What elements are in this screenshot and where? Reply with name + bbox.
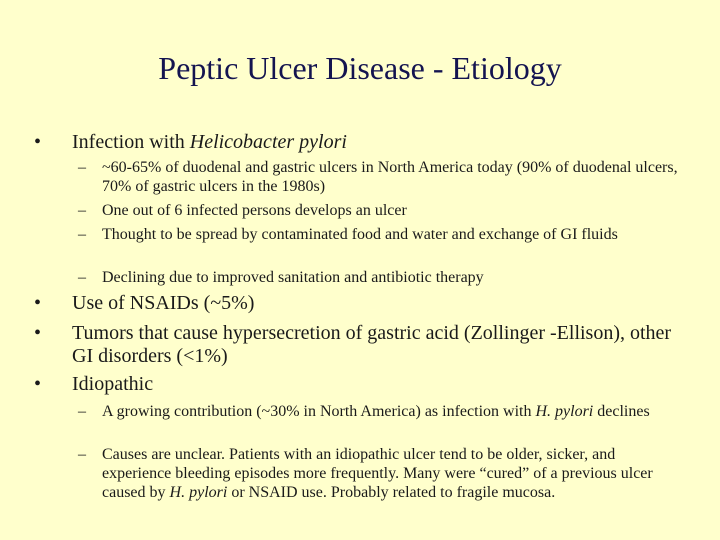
sub-bullet-text: One out of 6 infected persons develops an ulcer <box>102 202 407 219</box>
bullet-nsaids <box>34 292 694 315</box>
organism-name: Helicobacter pylori <box>189 131 347 153</box>
sub-bullet-text: Causes are unclear. Patients with an idiopathic ulcer tend to be older, sicker, and experience bleeding episodes more frequently. Many were “cured” of a previous ulcer caused by H. pylori or NSAID use. Probably related to fragile mucosa. <box>102 446 653 501</box>
dash-glyph: – <box>78 202 86 219</box>
sub-bullet-growing <box>78 402 678 421</box>
bullet-glyph: • <box>34 322 42 344</box>
sub-bullet-text: Declining due to improved sanitation and antibiotic therapy <box>102 269 484 286</box>
bullet-idiopathic <box>34 373 694 396</box>
bullet-glyph: • <box>34 292 42 314</box>
dash-glyph: – <box>78 446 86 463</box>
sub-bullet-declining <box>78 268 678 287</box>
bullet-glyph: • <box>34 373 42 395</box>
sub-bullet-unclear <box>78 445 678 502</box>
sub-bullet-prevalence <box>78 158 678 196</box>
sub-bullet-text: ~60-65% of duodenal and gastric ulcers in North America today (90% of duodenal ulcers, 70% of gastric ulcers in the 1980s) <box>102 159 678 195</box>
bullet-text: Idiopathic <box>72 373 154 395</box>
sub-bullet-spread <box>78 225 678 244</box>
sub-bullet-text: A growing contribution (~30% in North America) as infection with H. pylori declines <box>102 403 650 420</box>
bullet-text: Infection with Helicobacter pylori <box>72 131 347 153</box>
bullet-tumors <box>34 322 694 368</box>
organism-abbrev: H. pylori <box>535 403 594 420</box>
sub-bullet-text: Thought to be spread by contaminated food and water and exchange of GI fluids <box>102 226 618 243</box>
organism-abbrev: H. pylori <box>169 484 228 501</box>
bullet-text: Use of NSAIDs (~5%) <box>72 292 255 314</box>
bullet-text: Tumors that cause hypersecretion of gastric acid (Zollinger -Ellison), other GI disorders (<1%) <box>72 322 672 367</box>
bullet-infection <box>34 131 694 154</box>
bullet-glyph: • <box>34 131 42 153</box>
dash-glyph: – <box>78 269 86 286</box>
sub-bullet-ratio <box>78 201 678 220</box>
slide-title: Peptic Ulcer Disease - Etiology <box>158 50 562 86</box>
dash-glyph: – <box>78 403 86 420</box>
dash-glyph: – <box>78 159 86 176</box>
dash-glyph: – <box>78 226 86 243</box>
